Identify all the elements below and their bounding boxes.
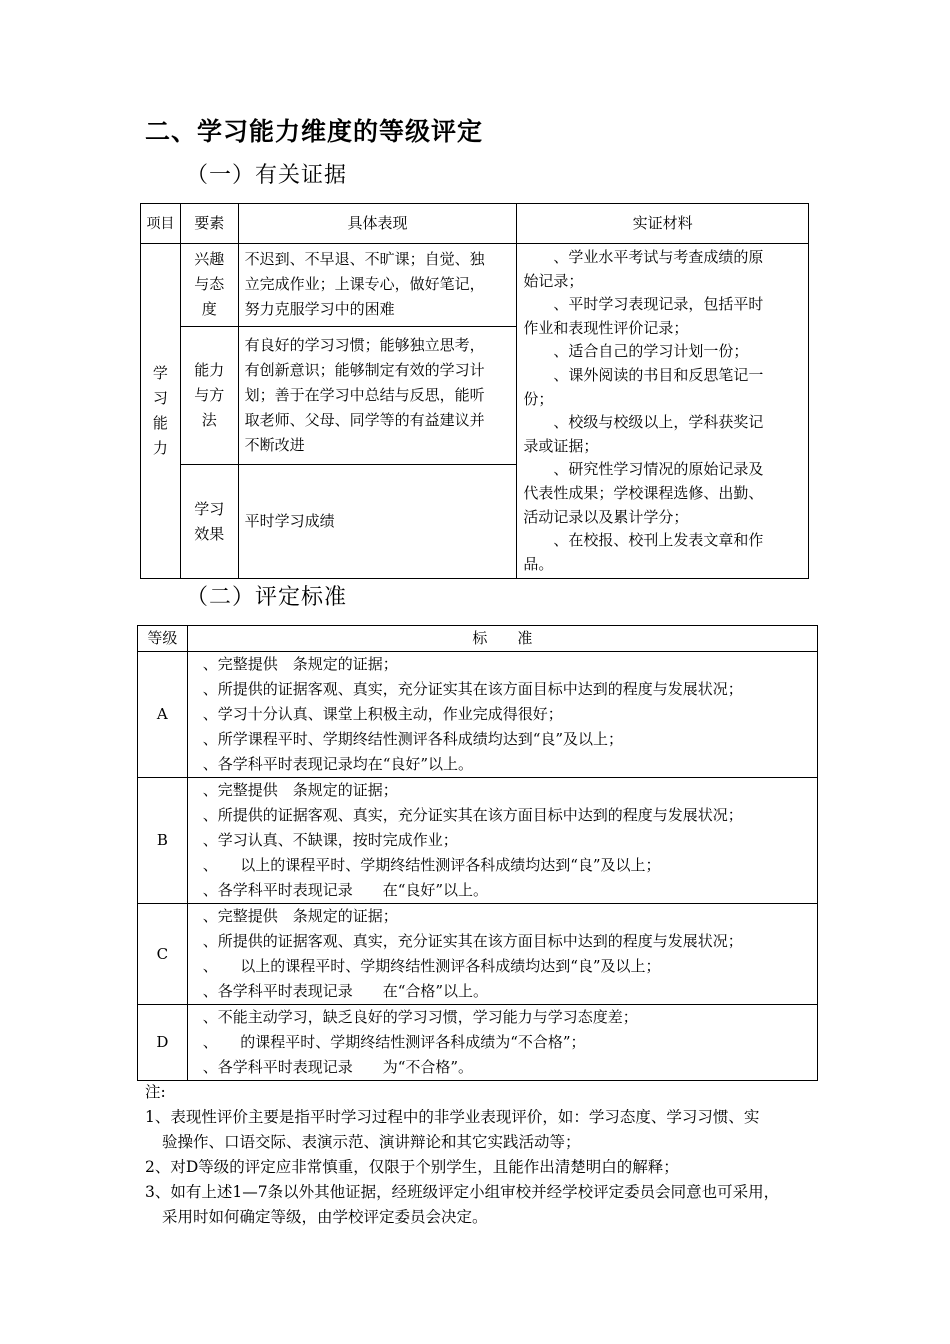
performance-cell-2: 有良好的学习习惯；能够独立思考， 有创新意识；能够制定有效的学习计 划；善于在学习中总结与反思，能听 取老师、父母、同学等的有益建议并 不断改进 <box>238 326 517 464</box>
grade-a: A <box>138 652 188 778</box>
page-heading: 二、学习能力维度的等级评定 <box>145 117 484 146</box>
evidence-table <box>140 203 809 579</box>
notes-label: 注: <box>145 1083 166 1101</box>
header-evidence: 实证材料 <box>517 204 809 244</box>
element-cell-2: 能力与方法 <box>180 326 238 464</box>
header-element: 要素 <box>180 204 238 244</box>
evidence-cell: 、学业水平考试与考查成绩的原 始记录； 、平时学习表现记录，包括平时 作业和表现性评价记录； 、适合自己的学习计划一份； 、课外阅读的书目和反思笔记一 份； 、校级与校级以上，学科获奖记 录或证据； 、研究性学习情况的原始记录及 代表性成果；学校课程选修、出勤、 活动记录以及累计学分； 、在校报、校刊上发表文章和作 品。 <box>517 244 809 579</box>
header-performance: 具体表现 <box>238 204 517 244</box>
standard-b: 、完整提供 条规定的证据； 、所提供的证据客观、真实，充分证实其在该方面目标中达到的程度与发展状况； 、学习认真、不缺课，按时完成作业； 、 以上的课程平时、学期终结性测评各科成绩均达到“良”及以上； 、各学科平时表现记录 在“良好”以上。 <box>187 778 817 904</box>
header-item: 项目 <box>141 204 181 244</box>
standard-a: 、完整提供 条规定的证据； 、所提供的证据客观、真实，充分证实其在该方面目标中达到的程度与发展状况； 、学习十分认真、课堂上积极主动，作业完成得很好； 、所学课程平时、学期终结性测评各科成绩均达到“良”及以上； 、各学科平时表现记录均在“良好”以上。 <box>187 652 817 778</box>
section-title-standards: （二）评定标准 <box>186 585 348 610</box>
header-grade: 等级 <box>138 626 188 652</box>
note-item-1: 1、表现性评价主要是指平时学习过程中的非学业表现评价，如：学习态度、学习习惯、实 验操作、口语交际、表演示范、演讲辩论和其它实践活动等； <box>145 1108 760 1151</box>
standard-c: 、完整提供 条规定的证据； 、所提供的证据客观、真实，充分证实其在该方面目标中达到的程度与发展状况； 、 以上的课程平时、学期终结性测评各科成绩均达到“良”及以上； 、各学科平时表现记录 在“合格”以上。 <box>187 904 817 1005</box>
element-cell-1: 兴趣与态度 <box>180 244 238 327</box>
notes <box>145 1080 779 1230</box>
note-item-3: 3、如有上述1—7条以外其他证据，经班级评定小组审校并经学校评定委员会同意也可采用， 采用时如何确定等级，由学校评定委员会决定。 <box>145 1183 780 1226</box>
standards-table <box>137 625 818 1081</box>
grade-d: D <box>138 1005 188 1081</box>
grade-b: B <box>138 778 188 904</box>
element-cell-3: 学习效果 <box>180 465 238 579</box>
performance-cell-3: 平时学习成绩 <box>238 465 517 579</box>
standard-d: 、不能主动学习，缺乏良好的学习习惯，学习能力与学习态度差； 、 的课程平时、学期终结性测评各科成绩为“不合格”； 、各学科平时表现记录 为“不合格”。 <box>187 1005 817 1081</box>
category-label: 学习能力 <box>152 364 168 458</box>
performance-cell-1: 不迟到、不早退、不旷课；自觉、独 立完成作业；上课专心，做好笔记， 努力克服学习中的困难 <box>238 244 517 327</box>
note-item-2: 2、对D等级的评定应非常慎重，仅限于个别学生，且能作出清楚明白的解释； <box>145 1158 679 1176</box>
grade-c: C <box>138 904 188 1005</box>
category-cell <box>141 244 181 579</box>
section-title-evidence: （一）有关证据 <box>186 163 348 188</box>
header-standard: 标 准 <box>187 626 817 652</box>
